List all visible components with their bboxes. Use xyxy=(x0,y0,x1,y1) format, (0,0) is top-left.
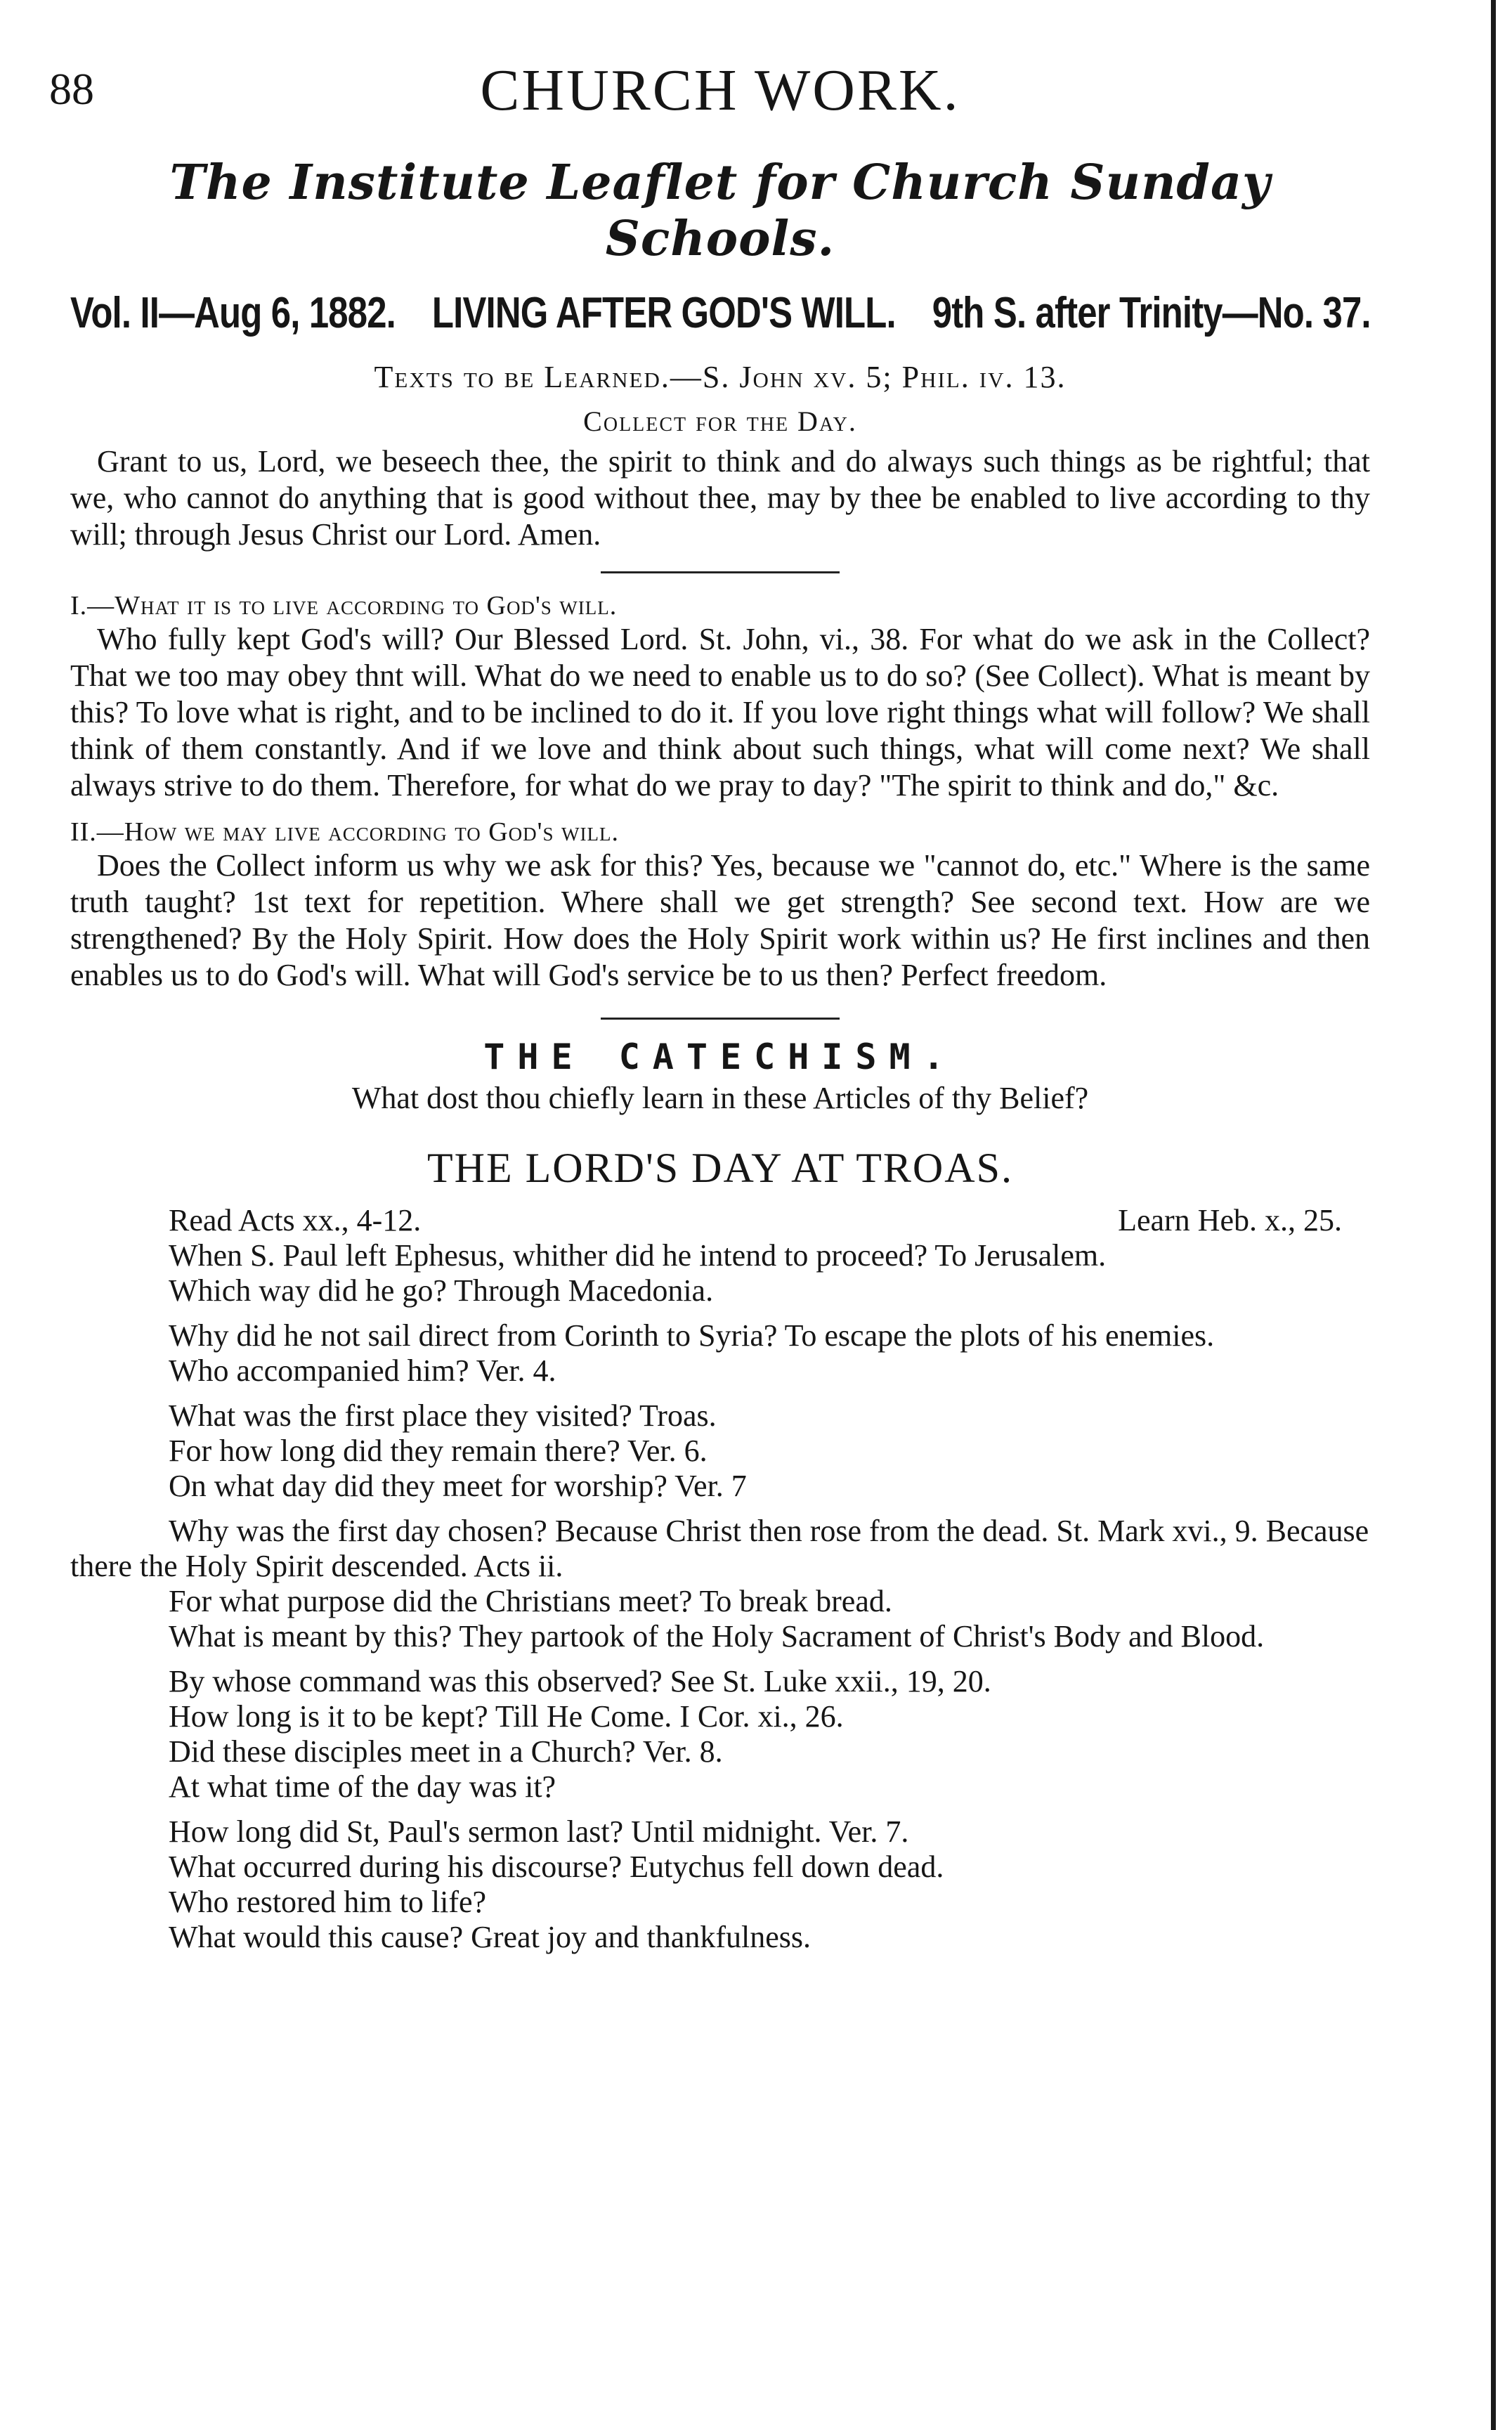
troas-title: THE LORD'S DAY AT TROAS. xyxy=(427,1145,1013,1191)
qa-line: How long is it to be kept? Till He Come. I Cor. xi., 26. xyxy=(169,1699,844,1734)
qa-line: On what day did they meet for worship? Ver. 7 xyxy=(169,1469,747,1503)
qa-line: What is meant by this? They partook of the Holy Sacrament of Christ's Body and Blood. xyxy=(169,1619,1265,1653)
separator-rule xyxy=(601,1018,840,1020)
qa-line: What was the first place they visited? Troas. xyxy=(169,1398,717,1433)
reading-row xyxy=(70,1202,1370,1238)
section-1-text: Who fully kept God's will? Our Blessed Lord. St. John, vi., 38. For what do we ask in the Collect? That we too may obey thnt will. What do we need to enable us to do so? (See Collect). What is meant by this? To love what is right, and to be inclined to do it. If you love right things what will follow? We shall think of them constantly. And if we love and think about such things, what will come next? We shall always strive to do them. Therefore, for what do we pray to day? "The spirit to think and do," &c. xyxy=(70,622,1370,803)
qa-line: What occurred during his discourse? Eutychus fell down dead. xyxy=(169,1850,944,1884)
qa-line: Who accompanied him? Ver. 4. xyxy=(169,1353,556,1388)
qa-line: How long did St, Paul's sermon last? Until midnight. Ver. 7. xyxy=(169,1814,909,1849)
qa-line: Why was the first day chosen? Because Christ then rose from the dead. St. Mark xvi., 9. Because there the Holy Spirit descended. Acts ii. xyxy=(70,1514,1369,1583)
section-1-heading: I.—What it is to live according to God's will. xyxy=(70,591,618,621)
collect-heading: Collect for the Day. xyxy=(583,405,857,437)
separator-rule xyxy=(601,571,840,573)
leaflet-title: The Institute Leaflet for Church Sunday Schools. xyxy=(169,155,1271,267)
collect-text: Grant to us, Lord, we beseech thee, the spirit to think and do always such things as be rightful; that we, who cannot do anything that is good without thee, may by thee be enabled to live according to thy will; through Jesus Christ our Lord. Amen. xyxy=(70,444,1370,552)
qa-line: Did these disciples meet in a Church? Ver. 8. xyxy=(169,1734,723,1769)
qa-line: What would this cause? Great joy and thankfulness. xyxy=(169,1920,811,1954)
qa-group xyxy=(70,1238,1370,1308)
page-edge-rule xyxy=(1491,0,1496,2430)
running-head: CHURCH WORK. xyxy=(480,58,960,123)
section-2-heading: II.—How we may live according to God's will. xyxy=(70,817,619,847)
texts-to-learn: Texts to be Learned.—S. John xv. 5; Phil. iv. 13. xyxy=(374,360,1067,394)
qa-line: Why did he not sail direct from Corinth to Syria? To escape the plots of his enemies. xyxy=(169,1318,1215,1353)
lesson-number: 9th S. after Trinity—No. 37. xyxy=(932,289,1371,337)
page xyxy=(49,49,1371,1955)
qa-line: At what time of the day was it? xyxy=(169,1769,556,1804)
volume-line xyxy=(70,288,1371,338)
qa-group xyxy=(70,1398,1370,1504)
catechism-heading: THE CATECHISM. xyxy=(483,1037,957,1077)
qa-group xyxy=(70,1814,1370,1955)
qa-line: For how long did they remain there? Ver. 6. xyxy=(169,1434,708,1468)
learn-reference: Learn Heb. x., 25. xyxy=(1118,1203,1342,1237)
qa-line: When S. Paul left Ephesus, whither did he intend to proceed? To Jerusalem. xyxy=(169,1238,1107,1273)
qa-group xyxy=(70,1318,1370,1389)
question-answer-list xyxy=(70,1238,1370,1955)
qa-line: For what purpose did the Christians meet? To break bread. xyxy=(169,1584,892,1618)
qa-group xyxy=(70,1514,1370,1654)
qa-line: By whose command was this observed? See St. Luke xxii., 19, 20. xyxy=(169,1664,991,1698)
qa-group xyxy=(70,1664,1370,1805)
catechism-question: What dost thou chiefly learn in these Articles of thy Belief? xyxy=(351,1081,1089,1115)
read-reference: Read Acts xx., 4-12. xyxy=(169,1203,422,1237)
page-number: 88 xyxy=(49,64,94,114)
page-header xyxy=(49,49,1370,126)
lesson-title: LIVING AFTER GOD'S WILL. xyxy=(431,289,896,337)
volume-date: Vol. II—Aug 6, 1882. xyxy=(70,289,396,337)
qa-line: Who restored him to life? xyxy=(169,1885,487,1919)
section-2-text: Does the Collect inform us why we ask for this? Yes, because we "cannot do, etc." Where is the same truth taught? 1st text for repetition. Where shall we get strength? See second text. How are we strengthened? By the Holy Spirit. How does the Holy Spirit work within us? He first inclines and then enables us to do God's will. What will God's service be to us then? Perfect freedom. xyxy=(70,848,1370,992)
qa-line: Which way did he go? Through Macedonia. xyxy=(169,1273,714,1308)
